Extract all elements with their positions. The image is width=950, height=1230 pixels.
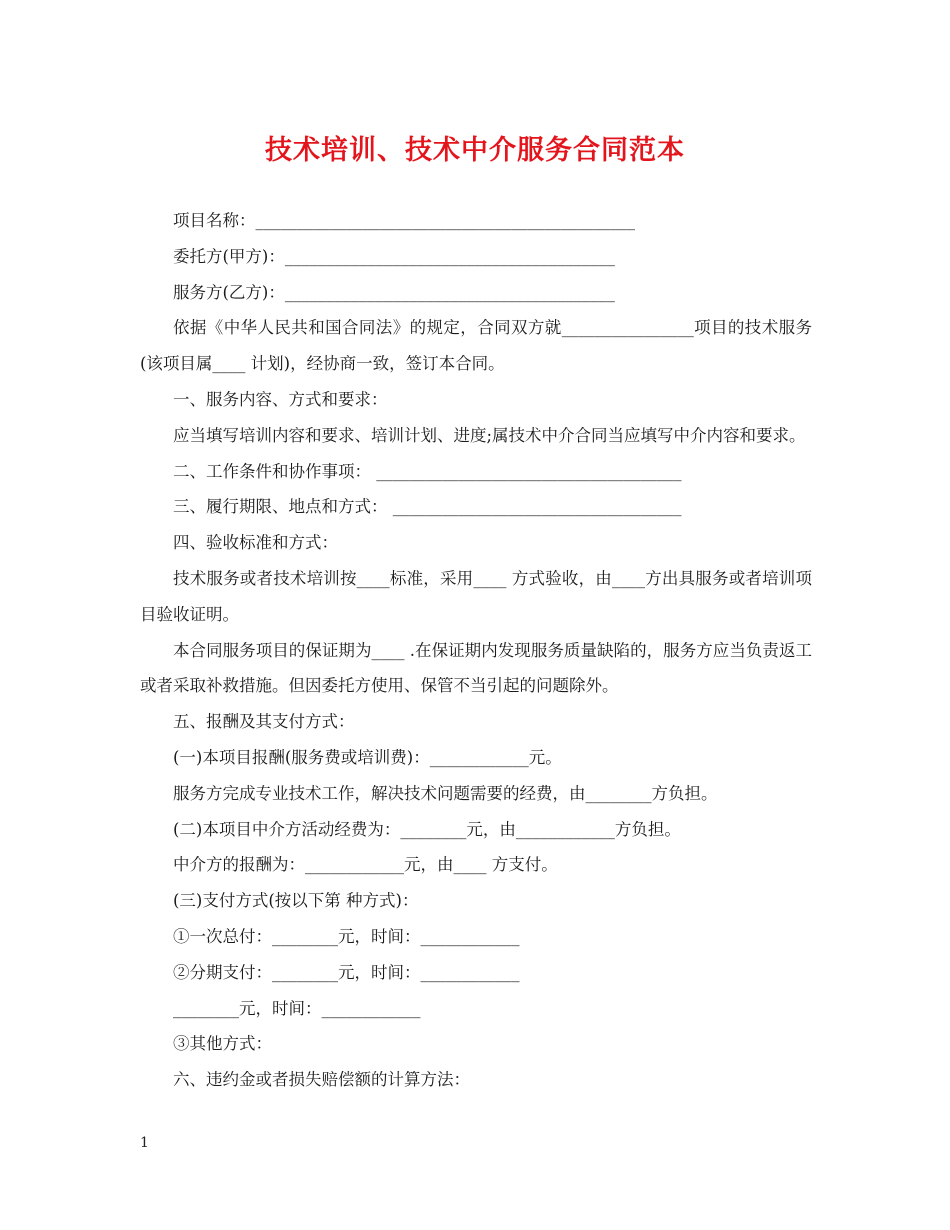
paragraph-legal-basis: 依据《中华人民共和国合同法》的规定，合同双方就________________项目的技术服务(该项目属____ 计划)，经协商一致，签订本合同。 [140,318,812,374]
paragraph-service-content: 应当填写培训内容和要求、培训计划、进度;属技术中介合同当应填写中介内容和要求。 [173,425,806,445]
section-heading-performance-period: 三、履行期限、地点和方式： ___________________________________ [173,497,682,517]
paragraph-acceptance-standard: 技术服务或者技术培训按____标准，采用____ 方式验收，由____方出具服务或者培训项目验收证明。 [140,568,812,624]
document-title: 技术培训、技术中介服务合同范本 [265,135,685,166]
paragraph-client-party: 委托方(甲方)：________________________________________ [173,246,615,266]
paragraph-payment-fee: (一)本项目报酬(服务费或培训费)：____________元。 [173,747,562,767]
paragraph-installment: ②分期支付：________元，时间：____________ [173,962,520,982]
document-body [140,203,812,1098]
page-number: 1 [140,1135,149,1151]
paragraph-project-name: 项目名称：______________________________________________ [173,211,635,230]
paragraph-payment-method: (三)支付方式(按以下第 种方式)： [173,891,419,911]
section-heading-payment: 五、报酬及其支付方式： [173,712,355,732]
section-heading-service-content: 一、服务内容、方式和要求： [173,389,388,409]
section-heading-work-conditions: 二、工作条件和协作事项： _____________________________________ [173,461,682,481]
paragraph-installment-second: ________元，时间：____________ [173,998,421,1018]
paragraph-lump-sum: ①一次总付：________元，时间：____________ [173,926,520,946]
section-heading-acceptance: 四、验收标准和方式： [173,533,338,553]
paragraph-payment-expenses: 服务方完成专业技术工作，解决技术问题需要的经费，由________方负担。 [173,783,718,803]
paragraph-warranty: 本合同服务项目的保证期为____ .在保证期内发现服务质量缺陷的，服务方应当负责返工或者采取补救措施。但因委托方使用、保管不当引起的问题除外。 [140,640,812,696]
paragraph-intermediary-fee: 中介方的报酬为：____________元，由____ 方支付。 [173,855,558,875]
paragraph-service-party: 服务方(乙方)：________________________________________ [173,282,615,302]
paragraph-intermediary-funds: (二)本项目中介方活动经费为：________元，由____________方负担。 [173,819,681,839]
paragraph-other-method: ③其他方式： [173,1034,272,1054]
section-heading-penalty: 六、违约金或者损失赔偿额的计算方法： [173,1070,470,1090]
